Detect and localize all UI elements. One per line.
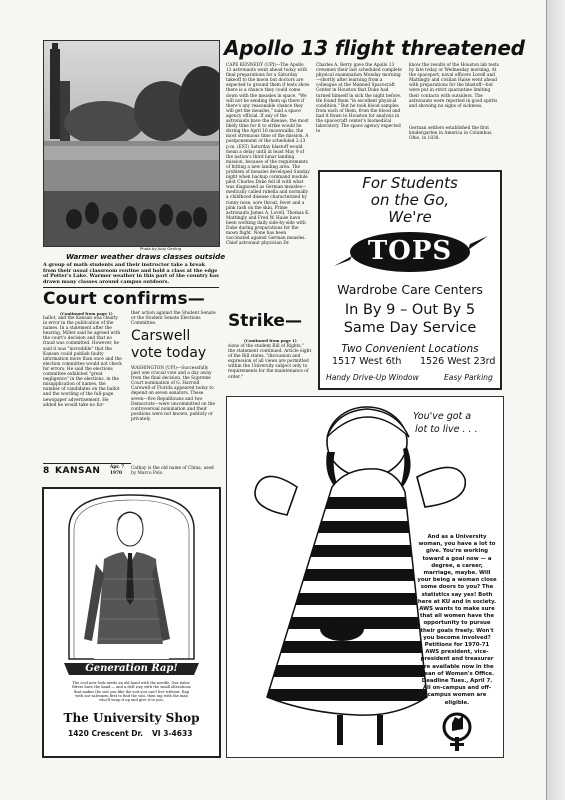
tops-locations-title: Two Convenient Locations <box>341 343 479 355</box>
photo-caption-title: Warmer weather draws classes outside <box>66 252 226 261</box>
court-headline: Court confirms— <box>43 289 205 309</box>
tops-parking: Easy Parking <box>444 373 493 382</box>
next-page-edge <box>546 0 565 800</box>
aws-quote-line-1: You've got a <box>413 411 472 422</box>
photo-caption-text: A group of math students and their instructor take a break from their usual classroom routine and hold a class at the edge of Potter's Lake. Warmer weather in this part of the country has drawn many classes around campus outdoors. <box>43 262 219 285</box>
court-continued: (Continued from page 1) <box>60 311 113 316</box>
tops-address-2: 1526 West 23rd <box>420 356 496 367</box>
aws-quote-line-2: lot to live . . . <box>415 424 478 435</box>
outdoor-class-photo <box>43 40 220 247</box>
divider <box>43 287 219 288</box>
shop-address: 1420 Crescent Dr. <box>68 729 144 738</box>
folio-date-1: Apr. 7 <box>110 465 125 470</box>
shop-copy: The cool new look needs an old hand with the needle. Our tailor-fitters have the hand — and a deft way with the small alterations that makes the suit you like the suit you can't live without. Rap with our salesmen first to find the suit, then rap with the man who'll wrap it up and give it to you. <box>72 681 191 703</box>
court-column-2: ther action against the Student Senate or the Student Senate Elections Committee. <box>131 311 216 327</box>
carswell-headline-1: Carswell <box>131 328 191 344</box>
kindergarten-filler: German settlers established the first kindergarten in America in Columbus, Ohio, in 1838. <box>409 126 493 142</box>
tops-same-day: Same Day Service <box>343 320 477 336</box>
folio-paper-name: KANSAN <box>55 466 101 476</box>
shop-name: The University Shop <box>63 711 200 725</box>
aws-petition-ad <box>226 396 504 758</box>
strike-text: sions of the student Bill of Rights," the statement continued. Article eight of the Bill states, "discussion and expression of all views are permitted within the University subject only to requirements for the maintenance of order." <box>228 344 312 380</box>
tops-address-1: 1517 West 6th <box>332 356 402 367</box>
court-column-1: ballot, and the Kansan was clearly in error in the publication of the names. In a statement after the hearing, Miller said he agreed with the court's decision and that no fraud was committed. However, he said it was "incredible" that the Kansan could publish faulty information more than once and the election committee would not check for errors. He said the elections committee exhibited "great negligence" in the elections, in the misapplication of names, the number of candidates on the ballot and the wording of the full-page newspaper advertisement. He added he would take no fur- <box>43 316 122 408</box>
carswell-text: WASHINGTON (UPI)—Successfully past one crucial vote and a day away from the final decision, the Supreme Court nomination of G. Harrold Carswell of Florida appeared today to depend on seven senators. These seven—five Republicans and two Democrats—were uncommitted on the controversial nomination and their positions were not known, publicly or privately. <box>131 366 216 422</box>
tops-subtitle: Wardrobe Care Centers <box>337 282 483 297</box>
folio-rule <box>43 463 131 464</box>
photo-credit: Photo by Judy Gerling <box>140 246 182 251</box>
tops-headline-1: For Students <box>362 174 458 192</box>
shop-banner: Generation Rap! <box>85 663 178 674</box>
folio-date-2: 1970 <box>110 471 122 476</box>
apollo-column-3: know the results of the Houston lab tests by late today or Wednesday morning. At the spaceport, naval officers Lovell and Mattingly and civilian Haise went ahead with preparations for the blastoff—but were put in strict quarantine limiting their contacts with outsiders. The astronauts were reported in good spirits and showing no signs of sickness. <box>409 63 499 109</box>
apollo-column-2: Charles A. Berry gave the Apollo 13 crewmen their last scheduled complete physical examination Monday morning—shortly after learning from a colleague at the Manned Spacecraft Center in Houston that Duke had turned himself in sick the night before. He found them "in excellent physical condition." But he took blood samples from each of them, from the blood and had it flown to Houston for analysis in the spacecraft center's biomedical laboratory. The space agency expected to <box>316 63 402 135</box>
carswell-headline-2: vote today <box>131 345 207 361</box>
tops-headline-3: We're <box>388 208 432 226</box>
apollo-column-1: CAPE KENNEDY (UPI)—The Apollo 13 astronauts went ahead today with final preparations for a Saturday takeoff to the moon but doctors are expected to ground them if tests show there is a chance they could come down with the measles in space. "We will not be sending them up there if there's any reasonable chance they will get the measles," said a space agency official. If any of the astronauts have the disease, the most likely time for it to strike would be during the April 16 moonwalks, the most strenuous time of the mission. A postponement of the scheduled 2:13 p.m. (EST) Saturday blastoff would mean a delay until at least May 9 of the nation's third lunar landing mission, because of the requirements of hitting a new landing area. The problem of measles developed Sunday night when backup command module pilot Charles Duke fell ill with what was diagnosed as German measles—medically called rubella and normally a childhood disease characterized by runny nose, sore throat, fever and a pink rash on the skin. Prime astronauts James A. Lovell, Thomas K. Mattingly and Fred W. Haise have been working daily side-by-side with Duke during preparations for the moon flight. None has been vaccinated against German measles. Chief astronaut physician Dr. <box>226 63 310 247</box>
tops-logo <box>330 230 490 274</box>
strike-headline: Strike— <box>228 311 302 331</box>
cathay-filler: Cathay is the old name of China, used by Marco Polo. <box>131 466 214 477</box>
tops-in-out: In By 9 – Out By 5 <box>344 302 476 318</box>
aws-body-text: And as a University woman, you have a lot to give. You're working toward a goal now — a degree, a career, marriage, maybe. Will your being a woman close some doors to you? The statistics say yes! Both here at KU and in society. AWS wants to make sure that all women have the opportunity to pursue their goals freely. Won't you become involved? Petitions for 1970-71 AWS president, vice-president and treasurer are available now in the Dean of Women's Office. Deadline Tues., April 7. All on-campus and off-campus women are eligible. <box>417 534 497 706</box>
shop-phone: VI 3-4633 <box>152 729 193 738</box>
tops-cleaners-ad <box>318 170 502 390</box>
university-shop-ad <box>42 487 221 758</box>
tops-headline-2: on the Go, <box>370 191 450 209</box>
folio-page-number: 8 <box>43 466 50 476</box>
strike-continued: (Continued from page 1) <box>244 338 297 343</box>
tops-logo-text: TOPS <box>367 236 453 266</box>
apollo-headline: Apollo 13 flight threatened <box>224 36 525 60</box>
tops-drive-up: Handy Drive-Up Window <box>326 373 419 382</box>
